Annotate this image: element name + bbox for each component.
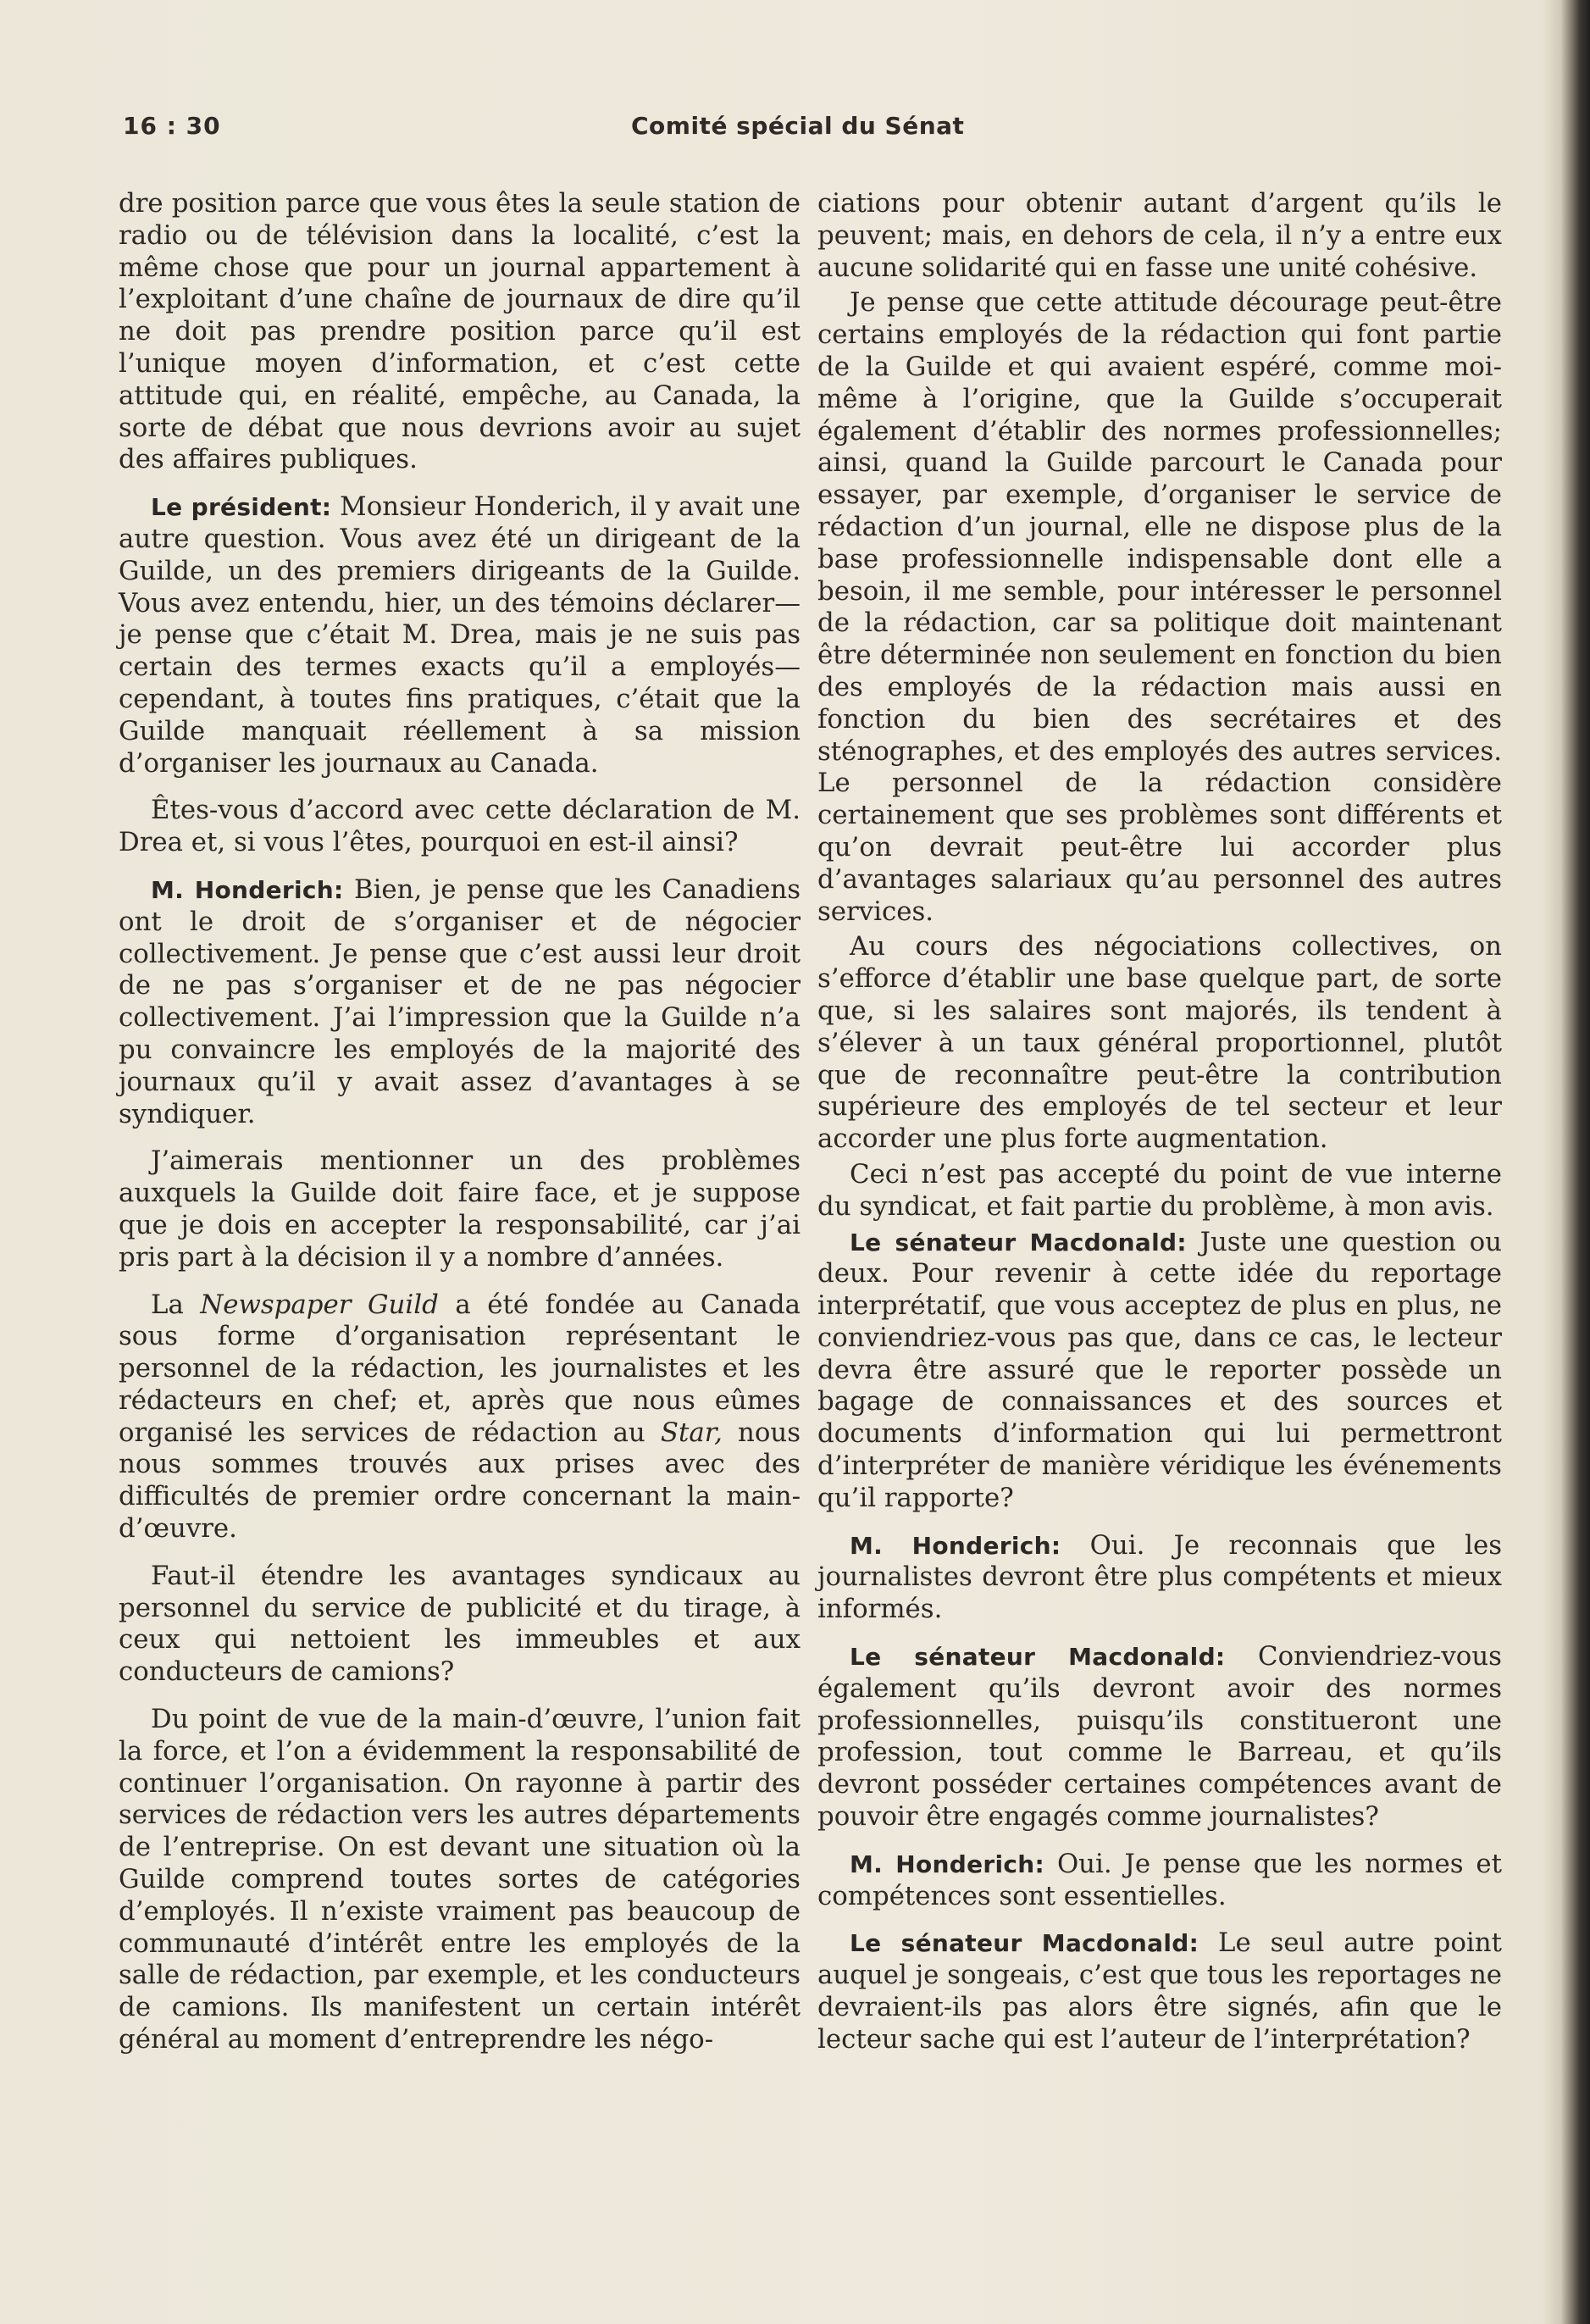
paragraph bbox=[817, 1927, 1502, 2055]
paragraph bbox=[817, 1530, 1502, 1626]
paragraph: dre position parce que vous êtes la seule station de radio ou de télévision dans la localité, c’est la même chose que pour un journal appartement à l’exploitant d’une chaîne de journaux de dire qu’il ne doit pas prendre position parce qu’il est l’unique moyen d’information, et c’est cette attitude qui, en réalité, empêche, au Canada, la sorte de débat que nous devrions avoir au sujet des affaires publiques. bbox=[119, 188, 801, 475]
speaker-label: Le sénateur Macdonald: bbox=[850, 1929, 1199, 1958]
speaker-label: Le sénateur Macdonald: bbox=[850, 1643, 1226, 1672]
binding-edge bbox=[1561, 0, 1590, 2324]
paragraph bbox=[119, 491, 801, 779]
paragraph-text: Conviendriez-vous également qu’ils devront avoir des normes professionnelles, puisqu’ils constitueront une profession, tout comme le Barreau, et qu’ils devront posséder certaines compétences avant de pouvoir être engagés comme journalistes? bbox=[817, 1641, 1502, 1833]
paragraph-text: nous nous sommes trouvés aux prises avec des difficultés de premier ordre concernant la main-d’œuvre. bbox=[119, 1417, 801, 1545]
paragraph-text: La bbox=[151, 1289, 184, 1320]
speaker-label: Le sénateur Macdonald: bbox=[850, 1228, 1187, 1256]
paragraph: Au cours des négociations collectives, on s’efforce d’établir une base quelque part, de sorte que, si les salaires sont majorés, ils tendent à s’élever à un taux général proportionnel, plutôt que de reconnaître peut-être la contribution supérieure des employés de tel secteur et leur accorder une plus forte augmentation. bbox=[817, 931, 1502, 1155]
paragraph: J’aimerais mentionner un des problèmes auxquels la Guilde doit faire face, et je suppose que je dois en accepter la responsabilité, car j’ai pris part à la décision il y a nombre d’années. bbox=[119, 1145, 801, 1273]
paragraph bbox=[817, 1849, 1502, 1913]
paragraph-text: a été fondée au Canada sous forme d’organisation représentant le personnel de la rédaction, les journalistes et les rédacteurs en chef; et, après que nous eûmes organisé les services de rédaction au bbox=[119, 1289, 801, 1448]
paragraph: Ceci n’est pas accepté du point de vue interne du syndicat, et fait partie du problème, à mon avis. bbox=[817, 1158, 1502, 1222]
page-number: 16 : 30 bbox=[123, 112, 221, 140]
right-column bbox=[817, 188, 1502, 2072]
paragraph bbox=[119, 1290, 801, 1545]
left-column bbox=[119, 188, 801, 2072]
speaker-label: Le président: bbox=[151, 493, 332, 522]
paragraph-text: Le seul autre point auquel je songeais, c’est que tous les reportages ne devraient-ils pas alors être signés, afin que le lecteur sache qui est l’auteur de l’interprétation? bbox=[817, 1927, 1502, 2055]
paragraph-text: Juste une question ou deux. Pour revenir à cette idée du reportage interprétatif, que vous acceptez de plus en plus, ne conviendriez-vous pas que, dans ce cas, le lecteur devra être assuré que le reporter possède un bagage de connaissances et des sources et documents d’information qui lui permettront d’interpréter de manière véridique les événements qu’il rapporte? bbox=[817, 1226, 1503, 1513]
binding-shadow bbox=[1543, 0, 1561, 2324]
speaker-label: M. Honderich: bbox=[850, 1850, 1045, 1878]
paragraph bbox=[817, 1227, 1502, 1515]
paragraph: Du point de vue de la main-d’œuvre, l’union fait la force, et l’on a évidemment la responsabilité de continuer l’organisation. On rayonne à partir des services de rédaction vers les autres départements de l’entreprise. On est devant une situation où la Guilde comprend toutes sortes de catégories d’employés. Il n’existe vraiment pas beaucoup de communauté d’intérêt entre les employés de la salle de rédaction, par exemple, et les conducteurs de camions. Ils manifestent un certain intérêt général au moment d’entreprendre les négo- bbox=[119, 1704, 801, 2055]
speaker-label: M. Honderich: bbox=[850, 1531, 1061, 1560]
paragraph-text: Oui. Je reconnais que les journalistes devront être plus compétents et mieux informés. bbox=[817, 1529, 1502, 1625]
paragraph: Je pense que cette attitude décourage peut-être certains employés de la rédaction qui font partie de la Guilde et qui avaient espéré, comme moi-même à l’origine, que la Guilde s’occuperait également d’établir des normes professionnelles; ainsi, quand la Guilde parcourt le Canada pour essayer, par exemple, d’organiser le service de rédaction d’un journal, elle ne dispose plus de la base professionnelle indispensable dont elle a besoin, il me semble, pour intéresser le personnel de la rédaction, car sa politique doit maintenant être déterminée non seulement en fonction du bien des employés de la rédaction mais aussi en fonction du bien des secrétaires et des sténographes, et des employés des autres services. Le personnel de la rédaction considère certainement que ses problèmes sont différents et qu’on devrait peut-être lui accorder plus d’avantages salariaux qu’au personnel des autres services. bbox=[817, 287, 1502, 927]
newspaper-name: Newspaper Guild bbox=[200, 1289, 439, 1320]
paragraph: Êtes-vous d’accord avec cette déclaration de M. Drea et, si vous l’êtes, pourquoi en est-il ainsi? bbox=[119, 795, 801, 858]
page-header bbox=[123, 112, 995, 154]
paragraph bbox=[817, 1641, 1502, 1833]
paragraph bbox=[119, 874, 801, 1130]
paragraph-text: Bien, je pense que les Canadiens ont le droit de s’organiser et de négocier collectivement. Je pense que c’est aussi leur droit de ne pas s’organiser et de ne pas négocier collectivement. J’ai l’impression que la Guilde n’a pu convaincre les employés de la majorité des journaux qu’il y avait assez d’avantages à se syndiquer. bbox=[119, 874, 801, 1129]
newspaper-name: Star, bbox=[660, 1417, 723, 1448]
paragraph-text: Oui. Je pense que les normes et compétences sont essentielles. bbox=[817, 1848, 1503, 1911]
running-title: Comité spécial du Sénat bbox=[631, 112, 965, 140]
paragraph: ciations pour obtenir autant d’argent qu’ils le peuvent; mais, en dehors de cela, il n’y a entre eux aucune solidarité qui en fasse une unité cohésive. bbox=[817, 188, 1502, 283]
paragraph-text: Monsieur Honderich, il y avait une autre question. Vous avez été un dirigeant de la Guilde, un des premiers dirigeants de la Guilde. Vous avez entendu, hier, un des témoins déclarer—je pense que c’était M. Drea, mais je ne suis pas certain des termes exacts qu’il a employés—cependant, à toutes fins pratiques, c’était que la Guilde manquait réellement à sa mission d’organiser les journaux au Canada. bbox=[119, 491, 801, 779]
paragraph: Faut-il étendre les avantages syndicaux au personnel du service de publicité et du tirage, à ceux qui nettoient les immeubles et aux conducteurs de camions? bbox=[119, 1560, 801, 1688]
speaker-label: M. Honderich: bbox=[151, 875, 344, 904]
